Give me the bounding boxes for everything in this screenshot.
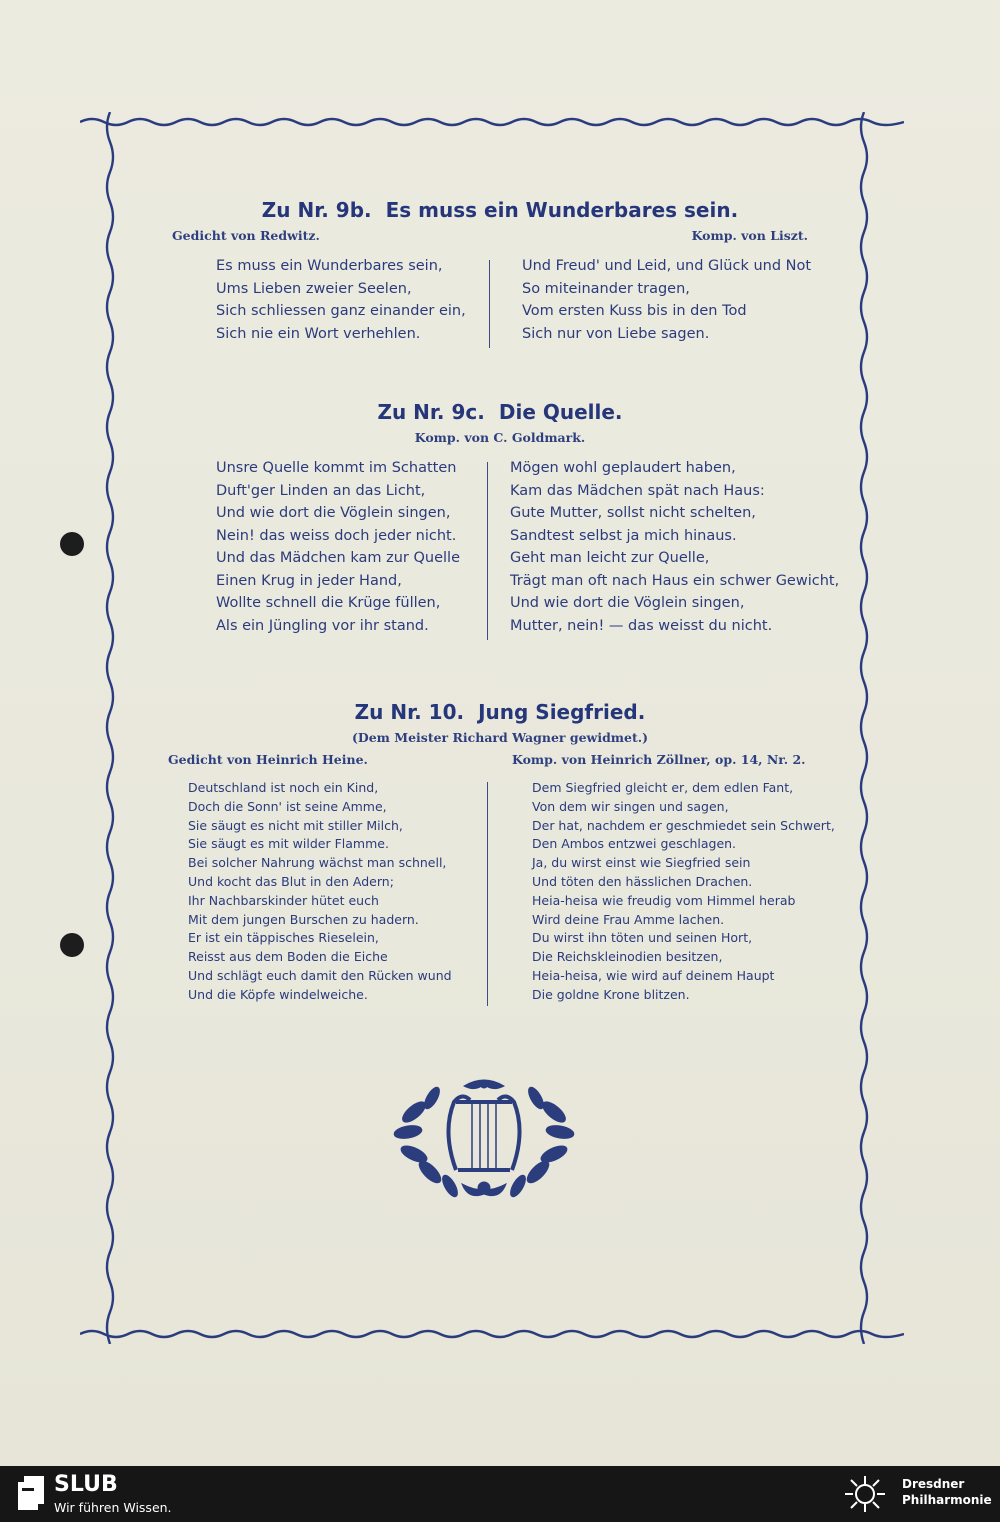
verse-line: Sich nie ein Wort verhehlen. <box>216 325 421 342</box>
verse-line: Mit dem jungen Burschen zu hadern. <box>188 911 419 927</box>
verse-line: Sie säugt es nicht mit stiller Milch, <box>188 817 403 833</box>
section-9b-right-stanza <box>522 258 811 348</box>
section-9b-left-stanza <box>216 258 466 348</box>
verse-line: Der hat, nachdem er geschmiedet sein Schwert, <box>532 817 835 833</box>
verse-line: Gute Mutter, sollst nicht schelten, <box>510 505 756 521</box>
verse-line: Ihr Nachbarskinder hütet euch <box>188 892 379 908</box>
section-10-poet: Gedicht von Heinrich Heine. <box>168 752 368 767</box>
slub-logo-icon <box>18 1476 44 1510</box>
verse-line: Deutschland ist noch ein Kind, <box>188 780 379 795</box>
partner-line-1: Dresdner <box>902 1477 965 1491</box>
verse-line: Trägt man oft nach Haus ein schwer Gewicht, <box>510 572 840 589</box>
section-10-composer: Komp. von Heinrich Zöllner, op. 14, Nr. 2. <box>512 752 806 767</box>
section-10-left-stanza <box>188 780 452 1006</box>
section-9c-title <box>0 400 1000 424</box>
section-10-divider <box>487 782 488 1006</box>
verse-line: Als ein Jüngling vor ihr stand. <box>216 617 429 634</box>
verse-line: So miteinander tragen, <box>522 280 690 297</box>
section-10-number: Zu Nr. 10. <box>354 700 465 724</box>
section-9c-name: Die Quelle. <box>498 400 623 424</box>
verse-line: Reisst aus dem Boden die Eiche <box>188 949 388 965</box>
verse-line: Von dem wir singen und sagen, <box>532 798 729 814</box>
section-9b-poet: Gedicht von Redwitz. <box>172 228 320 243</box>
verse-line: Und die Köpfe windelweiche. <box>188 986 368 1002</box>
verse-line: Und töten den hässlichen Drachen. <box>532 873 753 889</box>
section-9c-number: Zu Nr. 9c. <box>377 400 485 424</box>
verse-line: Den Ambos entzwei geschlagen. <box>532 836 737 852</box>
section-9b-number: Zu Nr. 9b. <box>261 198 372 222</box>
section-9b-title <box>0 198 1000 222</box>
verse-line: Es muss ein Wunderbares sein, <box>216 258 443 274</box>
verse-line: Die goldne Krone blitzen. <box>532 986 690 1002</box>
verse-line: Du wirst ihn töten und seinen Hort, <box>532 930 753 946</box>
verse-line: Vom ersten Kuss bis in den Tod <box>522 303 747 319</box>
verse-line: Dem Siegfried gleicht er, dem edlen Fant, <box>532 780 794 795</box>
verse-line: Wollte schnell die Krüge füllen, <box>216 595 441 611</box>
partner-line-2: Philharmonie <box>902 1493 992 1507</box>
section-10-right-stanza <box>532 780 835 1006</box>
verse-line: Er ist ein täppisches Rieselein, <box>188 930 379 946</box>
lyre-ornament-icon <box>392 1072 576 1204</box>
verse-line: Kam das Mädchen spät nach Haus: <box>510 482 765 499</box>
verse-line: Und kocht das Blut in den Adern; <box>188 873 394 889</box>
section-10-dedication: (Dem Meister Richard Wagner gewidmet.) <box>351 730 649 745</box>
partner-name <box>902 1476 992 1508</box>
verse-line: Und wie dort die Vöglein singen, <box>510 595 745 611</box>
footer-bar <box>0 1466 1000 1522</box>
verse-line: Sie säugt es mit wilder Flamme. <box>188 836 389 852</box>
verse-line: Sandtest selbst ja mich hinaus. <box>510 527 737 544</box>
section-10-title <box>0 700 1000 724</box>
verse-line: Duft'ger Linden an das Licht, <box>216 482 426 499</box>
section-10-name: Jung Siegfried. <box>478 700 646 724</box>
verse-line: Und schlägt euch damit den Rücken wund <box>188 967 452 983</box>
section-9c-left-stanza <box>216 460 460 640</box>
verse-line: Sich nur von Liebe sagen. <box>522 325 710 342</box>
section-9c-divider <box>487 462 488 640</box>
verse-line: Heia-heisa wie freudig vom Himmel herab <box>532 892 796 908</box>
verse-line: Und Freud' und Leid, und Glück und Not <box>522 258 812 274</box>
slub-name: SLUB <box>54 1472 118 1497</box>
section-9c-right-stanza <box>510 460 839 640</box>
verse-line: Ja, du wirst einst wie Siegfried sein <box>532 855 751 871</box>
verse-line: Die Reichskleinodien besitzen, <box>532 949 723 965</box>
section-9c-composer: Komp. von C. Goldmark. <box>414 430 586 445</box>
verse-line: Doch die Sonn' ist seine Amme, <box>188 798 387 814</box>
slub-tagline: Wir führen Wissen. <box>54 1500 172 1515</box>
section-9b-divider <box>489 260 490 348</box>
verse-line: Einen Krug in jeder Hand, <box>216 572 402 589</box>
verse-line: Bei solcher Nahrung wächst man schnell, <box>188 855 447 871</box>
verse-line: Unsre Quelle kommt im Schatten <box>216 460 457 476</box>
section-9b-name: Es muss ein Wunderbares sein. <box>385 198 739 222</box>
verse-line: Nein! das weiss doch jeder nicht. <box>216 527 457 544</box>
section-9b-composer: Komp. von Liszt. <box>691 228 808 243</box>
verse-line: Ums Lieben zweier Seelen, <box>216 280 412 297</box>
verse-line: Und wie dort die Vöglein singen, <box>216 505 451 521</box>
verse-line: Und das Mädchen kam zur Quelle <box>216 550 460 566</box>
verse-line: Wird deine Frau Amme lachen. <box>532 911 725 927</box>
dresdner-philharmonie-logo-icon <box>840 1472 890 1516</box>
verse-line: Mutter, nein! — das weisst du nicht. <box>510 617 773 634</box>
verse-line: Geht man leicht zur Quelle, <box>510 550 710 566</box>
verse-line: Sich schliessen ganz einander ein, <box>216 303 466 319</box>
verse-line: Heia-heisa, wie wird auf deinem Haupt <box>532 967 775 983</box>
verse-line: Mögen wohl geplaudert haben, <box>510 460 736 476</box>
